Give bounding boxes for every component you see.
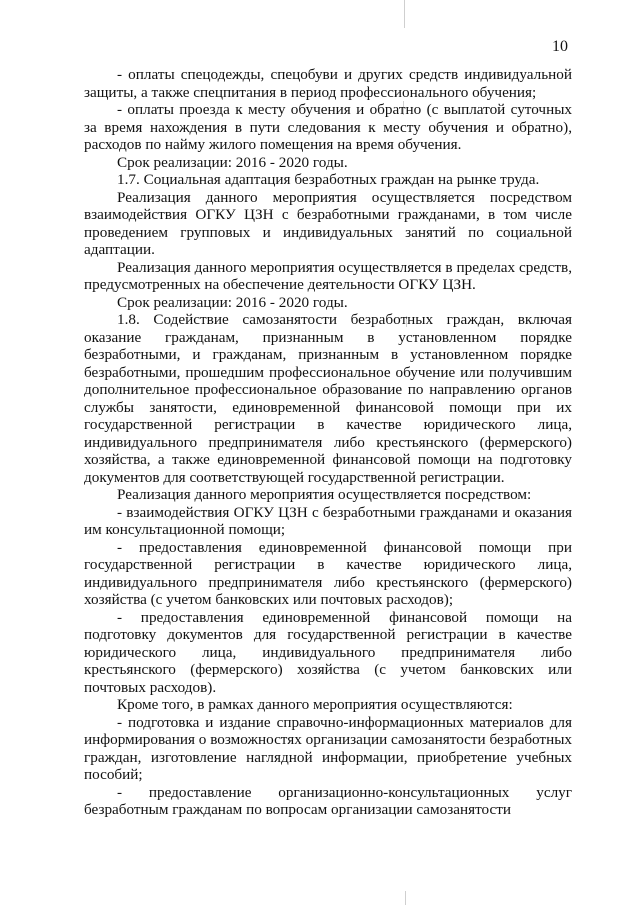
- paragraph-consulting-services: - предоставление организационно-консультационных услуг безработным гражданам по вопросам организации самозанятости: [84, 783, 572, 818]
- paragraph-additional-activities: Кроме того, в рамках данного мероприятия осуществляются:: [117, 696, 513, 713]
- paragraph-state-registration-aid: - предоставления единовременной финансовой помощи при государственной регистрации в качестве юридического лица, индивидуального предпринимателя либо крестьянского (фермерского) хозяйства (с учетом банковских или почтовых расходов);: [84, 538, 572, 608]
- section-heading-1-7: 1.7. Социальная адаптация безработных граждан на рынке труда.: [117, 171, 540, 188]
- scan-artifact-line: [405, 891, 406, 905]
- paragraph-implementation-period: Срок реализации: 2016 - 2020 годы.: [117, 293, 348, 311]
- paragraph-document-preparation-aid: - предоставления единовременной финансовой помощи на подготовку документов для государственной регистрации в качестве юридического лица, индивидуального предпринимателя либо крестьянского (фермерского) хозяйства (с учетом банковских или почтовых расходов).: [84, 608, 572, 696]
- paragraph-implementation-means: Реализация данного мероприятия осуществляется посредством:: [117, 486, 532, 503]
- paragraph-implementation-period: Срок реализации: 2016 - 2020 годы.: [117, 153, 348, 171]
- paragraph-travel-costs: - оплаты проезда к месту обучения и обратно (с выплатой суточных за время нахождения в пути следования к месту обучения и обратно), расходов по найму жилого помещения на время обучения.: [84, 101, 572, 153]
- paragraph-special-clothing-costs: - оплаты спецодежды, спецобуви и других средств индивидуальной защиты, а также спецпитания в период профессионального обучения;: [84, 66, 572, 101]
- document-body: [84, 66, 572, 819]
- page-number: 10: [552, 38, 568, 55]
- paragraph-social-adaptation: Реализация данного мероприятия осуществляется посредством взаимодействия ОГКУ ЦЗН с безработными гражданами, в том числе проведением групповых и индивидуальных занятий по социальной адаптации.: [84, 188, 572, 258]
- scan-artifact-line: [404, 0, 405, 28]
- paragraph-reference-materials: - подготовка и издание справочно-информационных материалов для информирования о возможностях организации самозанятости безработных граждан, изготовление наглядной информации, приобретение учебных пособий;: [84, 713, 572, 783]
- paragraph-funding-limits: Реализация данного мероприятия осуществляется в пределах средств, предусмотренных на обеспечение деятельности ОГКУ ЦЗН.: [84, 258, 572, 293]
- paragraph-consultation: - взаимодействия ОГКУ ЦЗН с безработными гражданами и оказания им консультационной помощи;: [84, 503, 572, 538]
- section-heading-1-8: 1.8. Содействие самозанятости безработных граждан, включая оказание гражданам, признанным в установленном порядке безработными, и гражданам, признанным в установленном порядке безработными, прошедшим профессиональное обучение или получившим дополнительное профессиональное образование по направлению органов службы занятости, единовременной финансовой помощи при их государственной регистрации в качестве юридического лица, индивидуального предпринимателя либо крестьянского (фермерского) хозяйства, а также единовременной финансовой помощи на подготовку документов для соответствующей государственной регистрации.: [84, 311, 572, 486]
